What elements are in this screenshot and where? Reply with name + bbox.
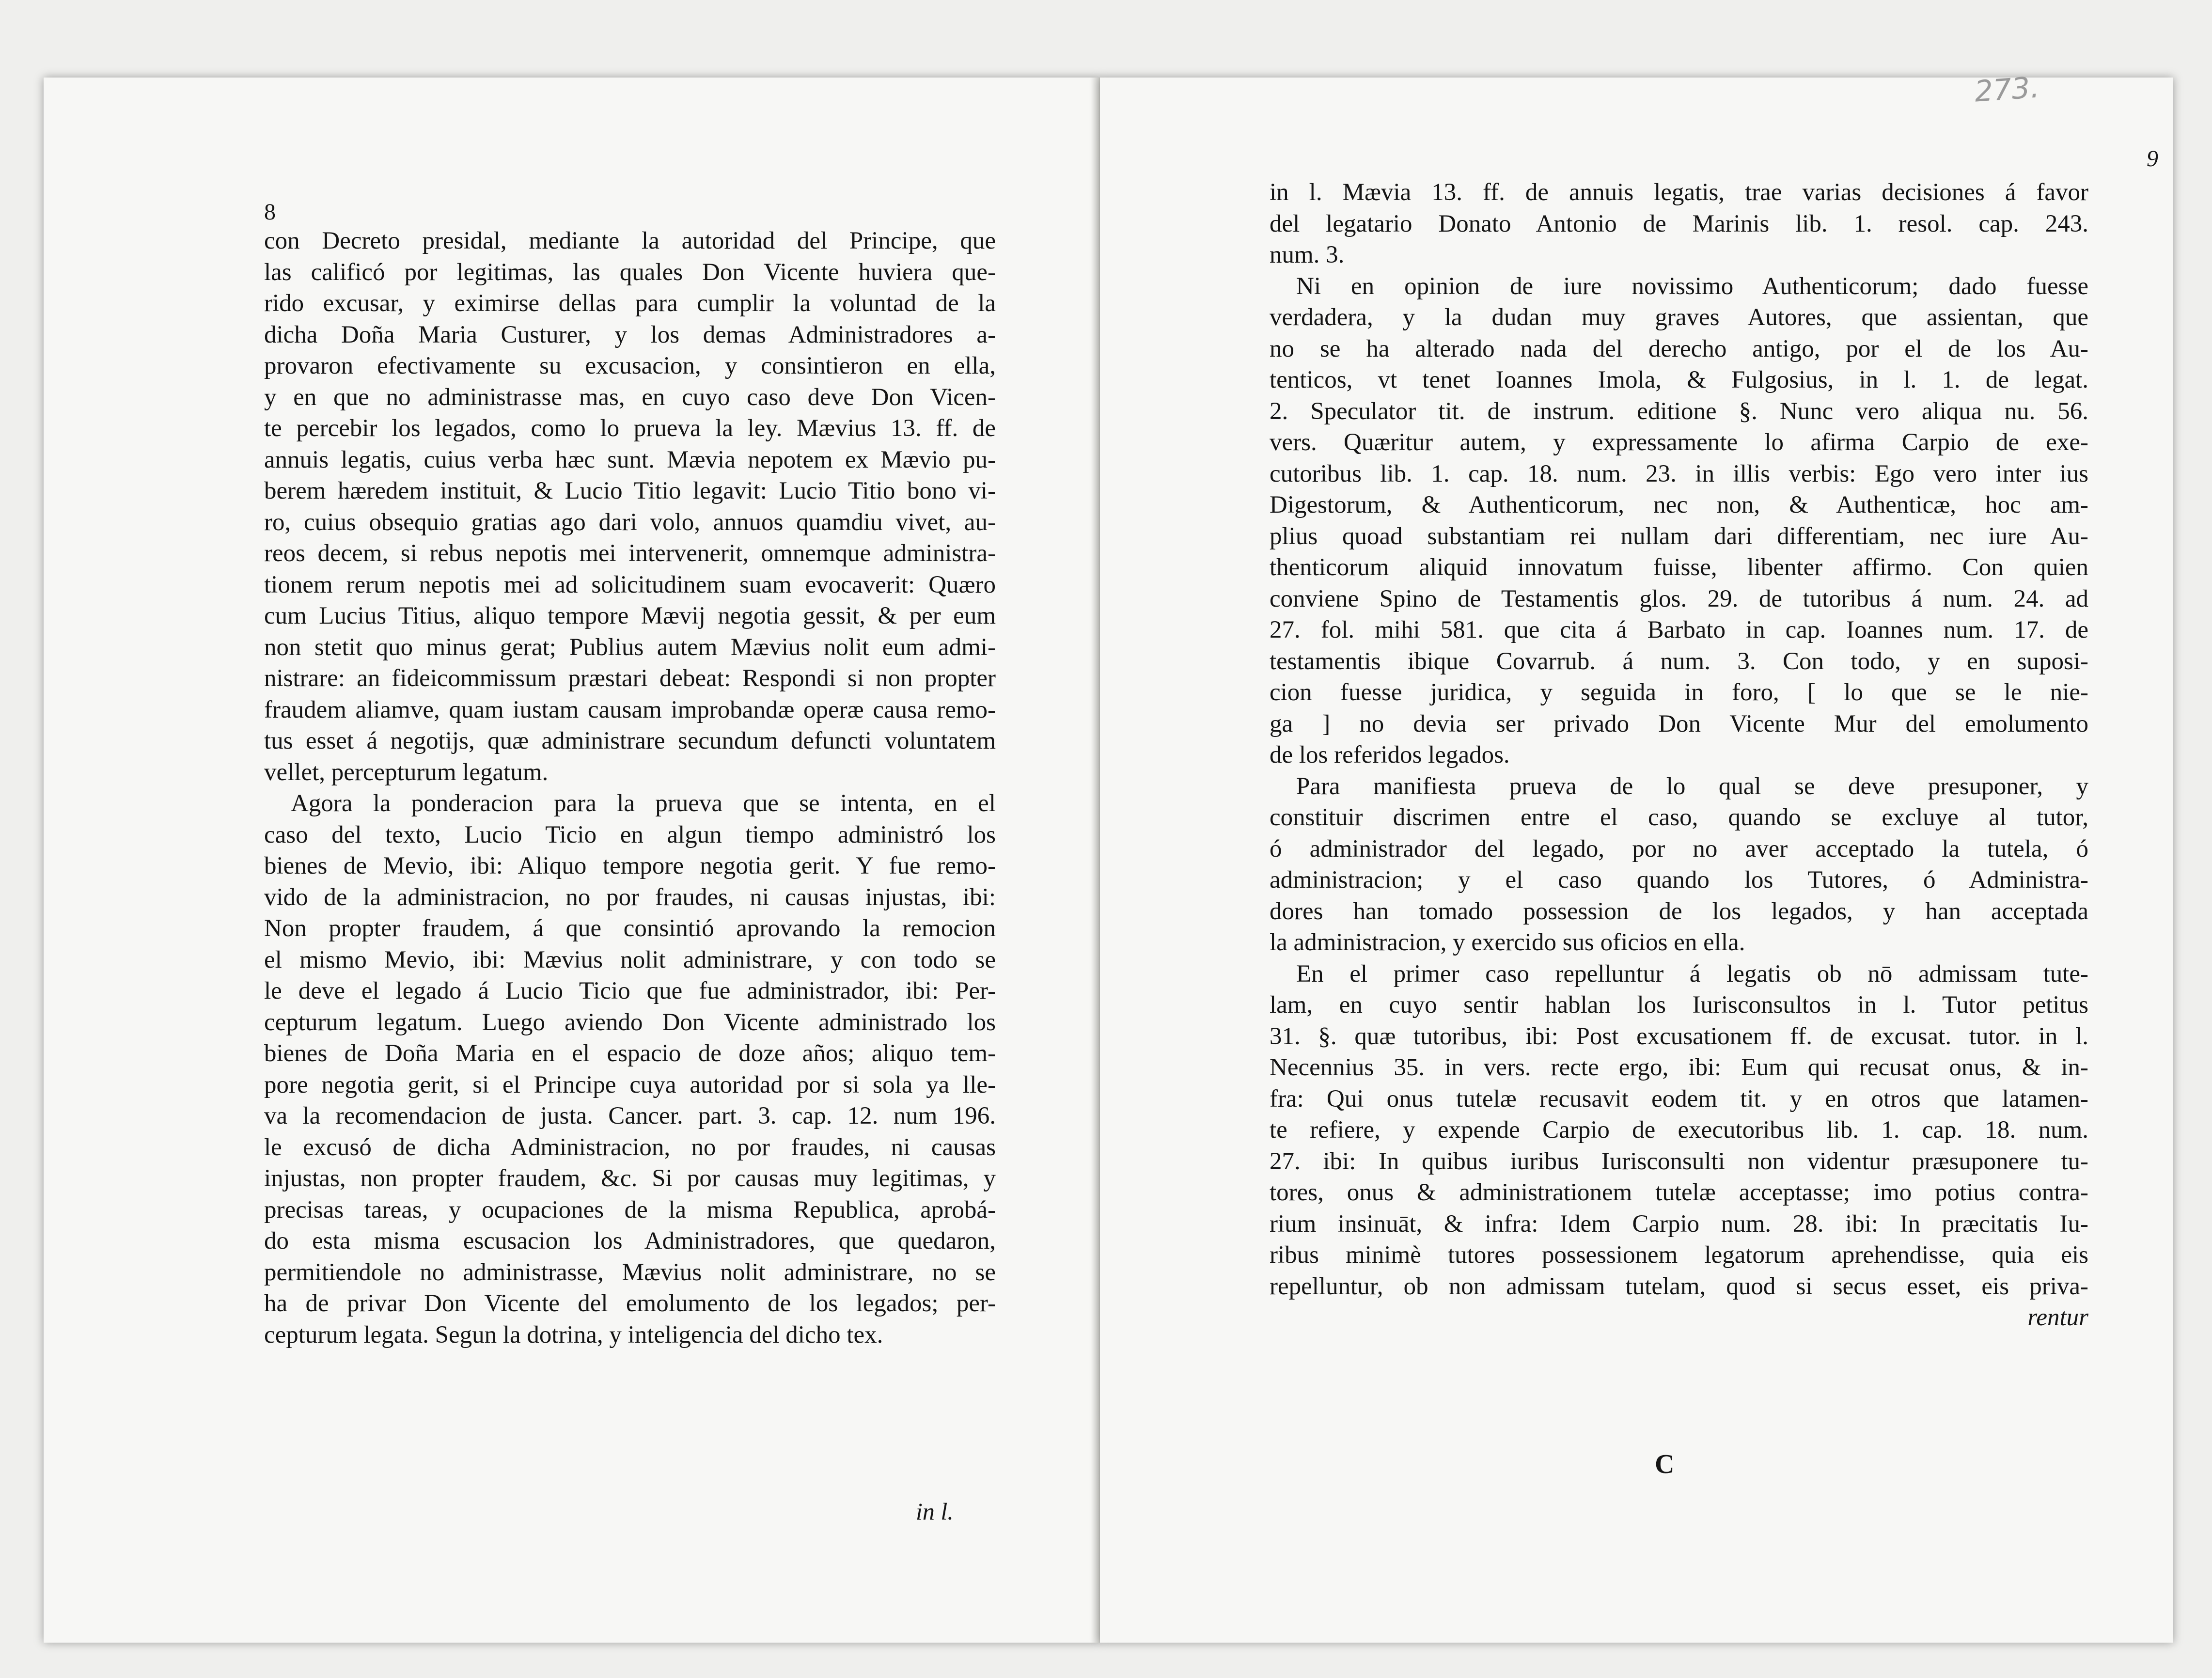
right-page-text xyxy=(1270,177,2088,1333)
text-line: fra: Qui onus tutelæ recusavit eodem tit. y en otros que latamen- xyxy=(1270,1085,2088,1113)
text-line: permitiendole no administrasse, Mævius nolit administrare, no se xyxy=(264,1258,996,1286)
text-line: con Decreto presidal, mediante la autoridad del Principe, que xyxy=(264,227,996,254)
pencil-folio-note: 273. xyxy=(1973,70,2040,109)
text-line: dores han tomado possession de los legados, y han acceptada xyxy=(1270,897,2088,925)
text-line: vers. Quæritur autem, y expressamente lo afirma Carpio de exe- xyxy=(1270,429,2088,456)
text-line: cum Lucius Titius, aliquo tempore Mævij negotia gessit, & per eum xyxy=(264,602,996,629)
text-line: tenticos, vt tenet Ioannes Imola, & Fulgosius, in l. 1. de legat. xyxy=(1270,366,2088,393)
text-line: caso del texto, Lucio Ticio en algun tiempo administró los xyxy=(264,821,996,848)
text-line: administracion; y el caso quando los Tutores, ó Administra- xyxy=(1270,866,2088,894)
text-line: las calificó por legitimas, las quales Don Vicente huviera que- xyxy=(264,258,996,286)
text-line: rium insinuāt, & infra: Idem Carpio num. 28. ibi: In præcitatis Iu- xyxy=(1270,1210,2088,1238)
text-line: no se ha alterado nada del derecho antigo, por el de los Au- xyxy=(1270,335,2088,362)
text-line: cion fuesse juridica, y seguida in foro, [ lo que se le nie- xyxy=(1270,679,2088,706)
text-line: Ni en opinion de iure novissimo Authenticorum; dado fuesse xyxy=(1296,272,2088,300)
text-line: 31. §. quæ tutoribus, ibi: Post excusationem ff. de excusat. tutor. in l. xyxy=(1270,1022,2088,1050)
text-line: injustas, non propter fraudem, &c. Si por causas muy legitimas, y xyxy=(264,1165,996,1192)
text-line: te percebir los legados, como lo prueva la ley. Mævius 13. ff. de xyxy=(264,415,996,442)
text-line: le deve el legado á Lucio Ticio que fue administrador, ibi: Per- xyxy=(264,977,996,1004)
text-line: do esta misma escusacion los Administradores, que quedaron, xyxy=(264,1227,996,1255)
text-line: 27. ibi: In quibus iuribus Iurisconsulti non videntur præsuponere tu- xyxy=(1270,1147,2088,1175)
text-line: testamentis ibique Covarrub. á num. 3. Con todo, y en suposi- xyxy=(1270,647,2088,675)
text-line: Agora la ponderacion para la prueva que se intenta, en el xyxy=(291,790,996,817)
text-line: ro, cuius obsequio gratias ago dari volo, annuos quamdiu vivet, au- xyxy=(264,508,996,536)
text-line: y en que no administrasse mas, en cuyo caso deve Don Vicen- xyxy=(264,383,996,411)
text-line: plius quoad substantiam rei nullam dari differentiam, nec iure Au- xyxy=(1270,522,2088,550)
text-line: 2. Speculator tit. de instrum. editione §. Nunc vero aliqua nu. 56. xyxy=(1270,397,2088,425)
text-line: cepturum legatum. Luego aviendo Don Vicente administrado los xyxy=(264,1008,996,1036)
text-line: cepturum legata. Segun la dotrina, y inteligencia del dicho tex. xyxy=(264,1321,883,1349)
text-line: tus esset á negotijs, quæ administrare secundum defuncti voluntatem xyxy=(264,727,996,754)
left-page xyxy=(44,78,1100,1643)
text-line: reos decem, si rebus nepotis mei intervenerit, omnemque administra- xyxy=(264,540,996,567)
text-line: Necennius 35. in vers. recte ergo, ibi: Eum qui recusat onus, & in- xyxy=(1270,1054,2088,1081)
right-page xyxy=(1100,70,2173,1643)
text-line: pore negotia gerit, si el Principe cuya autoridad por si sola ya lle- xyxy=(264,1071,996,1098)
text-line: in l. Mævia 13. ff. de annuis legatis, trae varias decisiones á favor xyxy=(1270,179,2088,206)
signature-mark: C xyxy=(1655,1449,1675,1479)
text-line: va la recomendacion de justa. Cancer. part. 3. cap. 12. num 196. xyxy=(264,1102,996,1129)
text-line: rido excusar, y eximirse dellas para cumplir la voluntad de la xyxy=(264,290,996,317)
text-line: precisas tareas, y ocupaciones de la misma Republica, aprobá- xyxy=(264,1196,996,1223)
text-line: ha de privar Don Vicente del emolumento de los legados; per- xyxy=(264,1290,996,1317)
text-line: de los referidos legados. xyxy=(1270,741,1510,768)
text-line: lam, en cuyo sentir hablan los Iurisconsultos in l. Tutor petitus xyxy=(1270,991,2088,1019)
text-line: la administracion, y exercido sus oficios en ella. xyxy=(1270,929,1745,956)
text-line: Digestorum, & Authenticorum, nec non, & Authenticæ, hoc am- xyxy=(1270,491,2088,518)
text-line: Non propter fraudem, á que consintió aprovando la remocion xyxy=(264,915,996,942)
text-line: berem hæredem instituit, & Lucio Titio legavit: Lucio Titio bono vi- xyxy=(264,477,996,504)
text-line: conviene Spino de Testamentis glos. 29. de tutoribus á num. 24. ad xyxy=(1270,585,2088,612)
right-page-number: 9 xyxy=(2147,146,2158,172)
text-line: repelluntur, ob non admissam tutelam, quod si secus esset, eis priva- xyxy=(1270,1272,2088,1300)
text-line: vido de la administracion, no por fraudes, ni causas injustas, ibi: xyxy=(264,883,996,911)
text-line: bienes de Doña Maria en el espacio de doze años; aliquo tem- xyxy=(264,1040,996,1067)
text-line: ó administrador del legado, por no aver acceptado la tutela, ó xyxy=(1270,835,2088,863)
text-line: non stetit quo minus gerat; Publius autem Mævius nolit eum admi- xyxy=(264,633,996,661)
text-line: annuis legatis, cuius verba hæc sunt. Mævia nepotem ex Mævio pu- xyxy=(264,446,996,473)
text-line: dicha Doña Maria Custurer, y los demas Administradores a- xyxy=(264,321,996,348)
text-line: tores, onus & administrationem tutelæ acceptasse; imo potius contra- xyxy=(1270,1179,2088,1206)
text-line: 27. fol. mihi 581. que cita á Barbato in cap. Ioannes num. 17. de xyxy=(1270,616,2088,643)
left-page-number: 8 xyxy=(264,199,276,225)
text-line: verdadera, y la dudan muy graves Autores, que assientan, que xyxy=(1270,304,2088,331)
text-line: cutoribus lib. 1. cap. 18. num. 23. in illis verbis: Ego vero inter ius xyxy=(1270,460,2088,487)
text-line: del legatario Donato Antonio de Marinis lib. 1. resol. cap. 243. xyxy=(1270,210,2088,237)
left-page-text xyxy=(264,225,996,1350)
text-line: vellet, percepturum legatum. xyxy=(264,758,549,786)
text-line: ga ] no devia ser privado Don Vicente Mur del emolumento xyxy=(1270,710,2088,737)
text-line: tionem rerum nepotis mei ad solicitudinem suam evocaverit: Quæro xyxy=(264,571,996,598)
text-line: fraudem aliamve, quam iustam causam improbandæ operæ causa remo- xyxy=(264,696,996,723)
text-line: el mismo Mevio, ibi: Mævius nolit administrare, y con todo se xyxy=(264,946,996,973)
left-catchword: in l. xyxy=(916,1498,954,1525)
text-line: Para manifiesta prueva de lo qual se deve presuponer, y xyxy=(1296,772,2088,800)
text-line: En el primer caso repelluntur á legatis ob nō admissam tute- xyxy=(1296,960,2088,988)
text-line: provaron efectivamente su excusacion, y consintieron en ella, xyxy=(264,352,996,379)
text-line: te refiere, y expende Carpio de executoribus lib. 1. cap. 18. num. xyxy=(1270,1116,2088,1144)
text-line: num. 3. xyxy=(1270,241,1345,268)
text-line: bienes de Mevio, ibi: Aliquo tempore negotia gerit. Y fue remo- xyxy=(264,852,996,879)
text-line: le excusó de dicha Administracion, no por fraudes, ni causas xyxy=(264,1133,996,1161)
text-line: rentur xyxy=(2027,1304,2088,1331)
text-line: ribus minimè tutores possessionem legatorum aprehendisse, quia eis xyxy=(1270,1241,2088,1269)
text-line: nistrare: an fideicommissum præstari debeat: Respondi si non propter xyxy=(264,665,996,692)
text-line: thenticorum aliquid innovatum fuisse, libenter affirmo. Con quien xyxy=(1270,554,2088,581)
text-line: constituir discrimen entre el caso, quando se excluye al tutor, xyxy=(1270,804,2088,831)
